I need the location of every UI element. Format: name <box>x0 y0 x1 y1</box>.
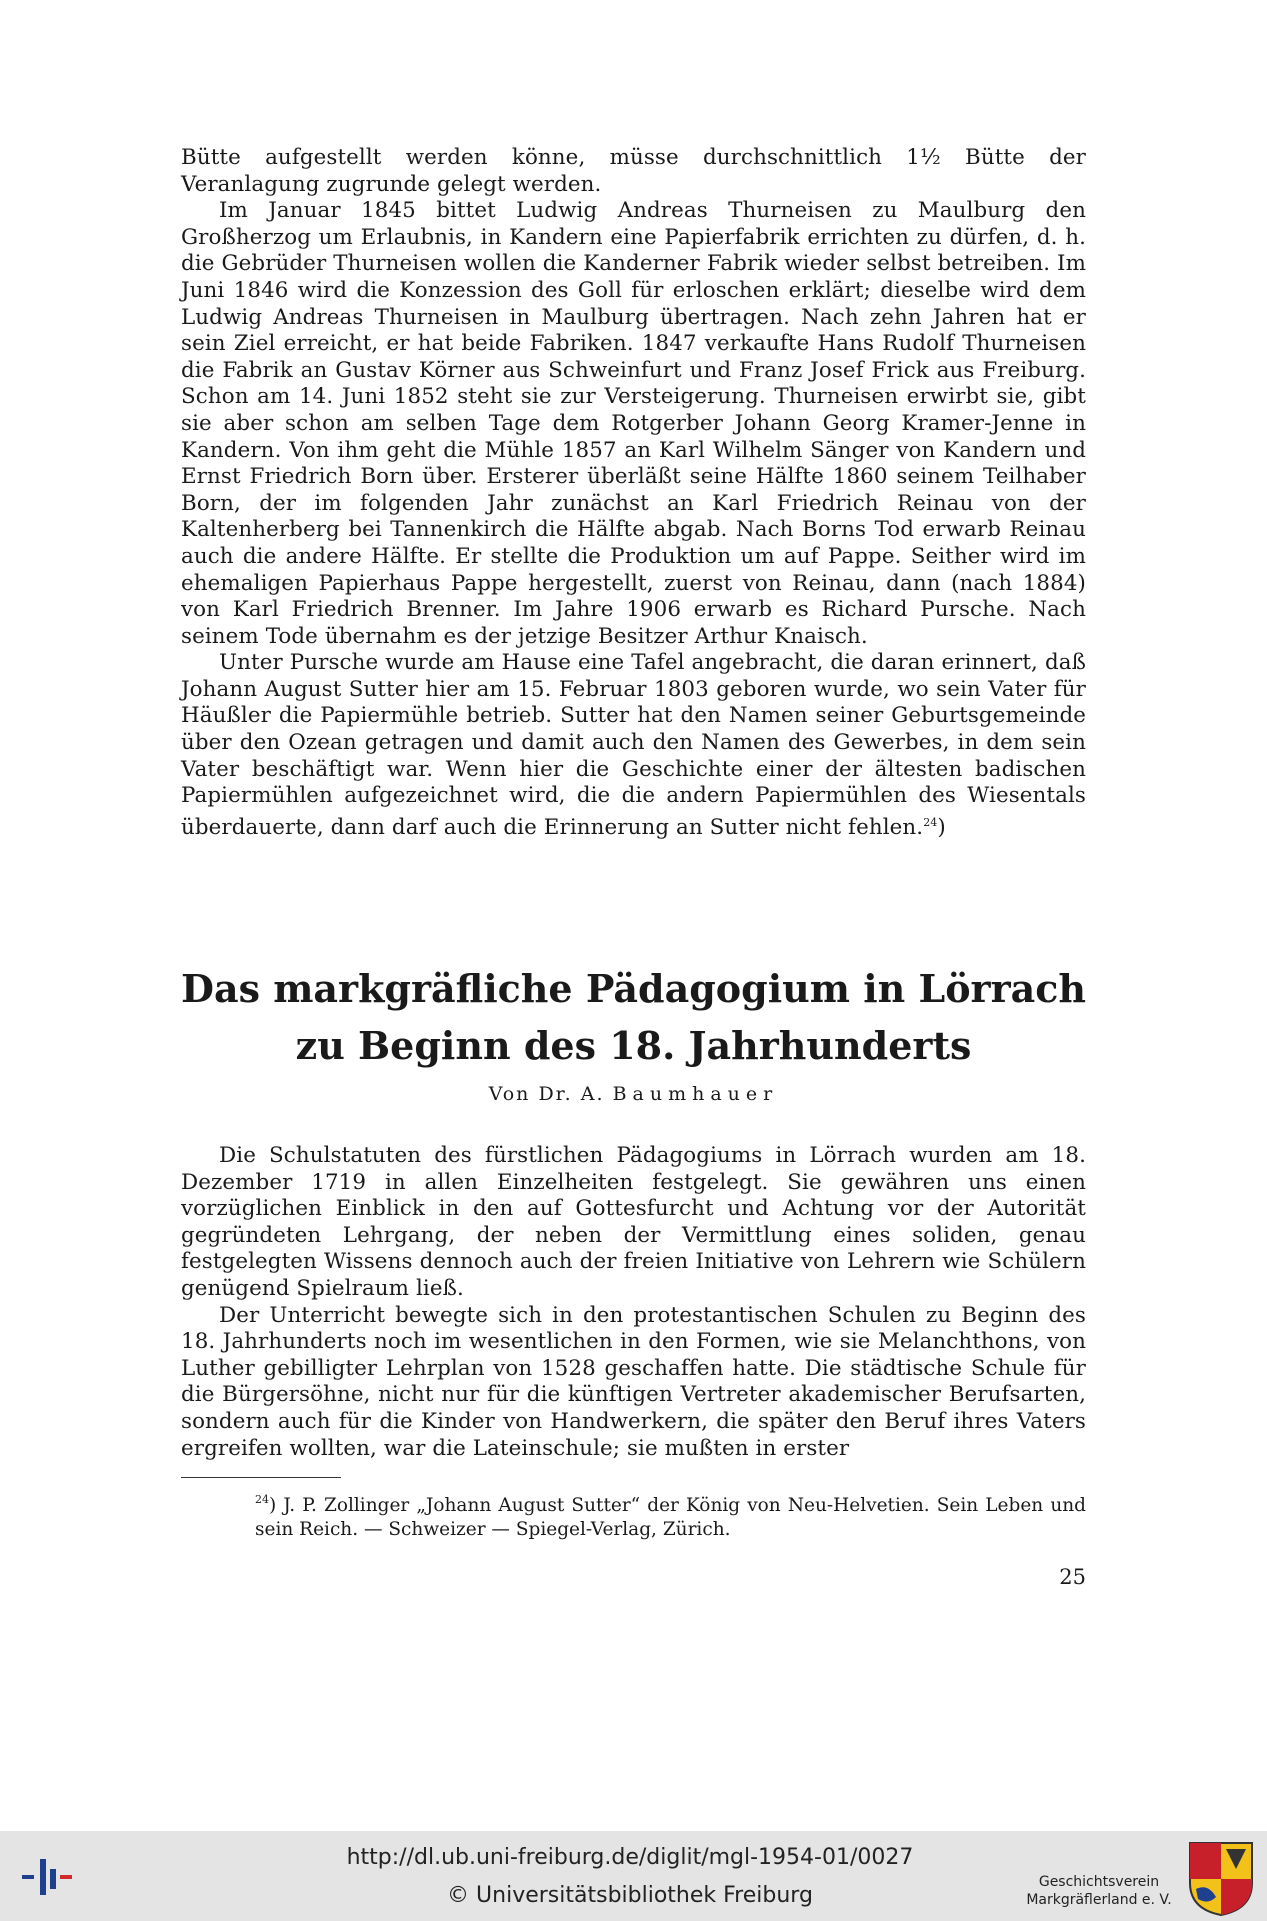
footer-bar <box>0 1831 1267 1921</box>
footnote <box>255 1488 1086 1542</box>
paragraph <box>181 650 1086 841</box>
paragraph-tail: ) <box>937 814 946 840</box>
footnote-number: 24 <box>255 1493 269 1506</box>
paragraph: Der Unterricht bewegte sich in den protestantischen Schulen zu Beginn des 18. Jahrhunderts noch im wesentlichen in den Formen, wie sie Melanchthons, von Luther gebilligter Lehrplan von 1528 geschaffen hatte. Die städtische Schule für die Bürgersöhne, nicht nur für die künftigen Vertreter akademischer Berufsarten, sondern auch für die Kinder von Handwerkern, die später den Beruf ihres Vaters ergreifen wollten, war die Lateinschule; sie mußten in erster <box>181 1302 1086 1461</box>
footnote-ref[interactable]: 24 <box>923 815 938 829</box>
coat-of-arms-icon[interactable] <box>1186 1839 1256 1917</box>
text-block-upper <box>181 145 1086 841</box>
footnote-divider <box>181 1477 341 1478</box>
article-title: Das markgräfliche Pädagogium in Lörrach <box>181 966 1086 1011</box>
org-line: Markgräflerland e. V. <box>1026 1892 1172 1908</box>
organization-name <box>1014 1873 1184 1909</box>
paragraph: Im Januar 1845 bittet Ludwig Andreas Thurneisen zu Maulburg den Großherzog um Erlaubnis, in Kandern eine Papierfabrik errichten zu dürfen, d. h. die Gebrüder Thurneisen wollen die Kanderner Fabrik wieder selbst betreiben. Im Juni 1846 wird die Konzession des Goll für erloschen erklärt; dieselbe wird dem Ludwig Andreas Thurneisen in Maulburg übertragen. Nach zehn Jahren hat er sein Ziel erreicht, er hat beide Fabriken. 1847 verkaufte Hans Rudolf Thurneisen die Fabrik an Gustav Körner aus Schweinfurt und Franz Josef Frick aus Freiburg. Schon am 14. Juni 1852 steht sie zur Versteigerung. Thurneisen erwirbt sie, gibt sie aber schon am selben Tage dem Rotgerber Johann Georg Kramer-Jenne in Kandern. Von ihm geht die Mühle 1857 an Karl Wilhelm Sänger von Kandern und Ernst Friedrich Born über. Ersterer überläßt seine Hälfte 1860 seinem Teilhaber Born, der im folgenden Jahr zunächst an Karl Friedrich Reinau von der Kaltenherberg bei Tannenkirch die Hälfte abgab. Nach Borns Tod erwarb Reinau auch die andere Hälfte. Er stellte die Produktion um auf Pappe. Seither wird im ehemaligen Papierhaus Pappe hergestellt, zuerst von Reinau, dann (nach 1884) von Karl Friedrich Brenner. Im Jahre 1906 erwarb es Richard Pursche. Nach seinem Tode übernahm es der jetzige Besitzer Arthur Knaisch. <box>181 198 1086 649</box>
copyright-notice: © Universitätsbibliothek Freiburg <box>447 1883 813 1908</box>
text-block-lower <box>181 1143 1086 1462</box>
permalink-url[interactable]: http://dl.ub.uni-freiburg.de/diglit/mgl-1954-01/0027 <box>346 1845 914 1870</box>
page-number: 25 <box>1059 1565 1086 1589</box>
org-line: Geschichtsverein <box>1038 1874 1160 1890</box>
paragraph: Bütte aufgestellt werden könne, müsse durchschnittlich 1½ Bütte der Veranlagung zugrunde gelegt werden. <box>181 145 1086 197</box>
byline <box>181 1083 1086 1105</box>
footnote-text: ) J. P. Zollinger „Johann August Sutter“ der König von Neu-Helvetien. Sein Leben und sein Reich. — Schweizer — Spiegel-Verlag, Zürich. <box>255 1495 1086 1540</box>
paragraph-text: Unter Pursche wurde am Hause eine Tafel angebracht, die daran erinnert, daß Johann August Sutter hier am 15. Februar 1803 geboren wurde, wo sein Vater für Häußler die Papiermühle betrieb. Sutter hat den Namen seiner Geburtsgemeinde über den Ozean getragen und damit auch den Namen des Gewerbes, in dem sein Vater beschäftigt war. Wenn hier die Geschichte einer der ältesten badischen Papiermühlen aufgezeichnet wird, die die andern Papiermühlen des Wiesentals überdauerte, dann darf auch die Erinnerung an Sutter nicht fehlen. <box>181 650 1086 840</box>
author-name: Baumhauer <box>612 1083 779 1105</box>
paragraph: Die Schulstatuten des fürstlichen Pädagogiums in Lörrach wurden am 18. Dezember 1719 in allen Einzelheiten festgelegt. Sie gewähren uns einen vorzüglichen Einblick in den auf Gottesfurcht und Achtung vor der Autorität gegründeten Lehrgang, der neben der Vermittlung eines soliden, genau festgelegten Wissens dennoch auch der freien Initiative von Lehrern wie Schülern genügend Spielraum ließ. <box>181 1143 1086 1301</box>
article-title-line2: zu Beginn des 18. Jahrhunderts <box>295 1023 972 1068</box>
ub-freiburg-logo-icon[interactable] <box>12 1855 82 1899</box>
byline-prefix: Von Dr. A. <box>488 1083 605 1105</box>
